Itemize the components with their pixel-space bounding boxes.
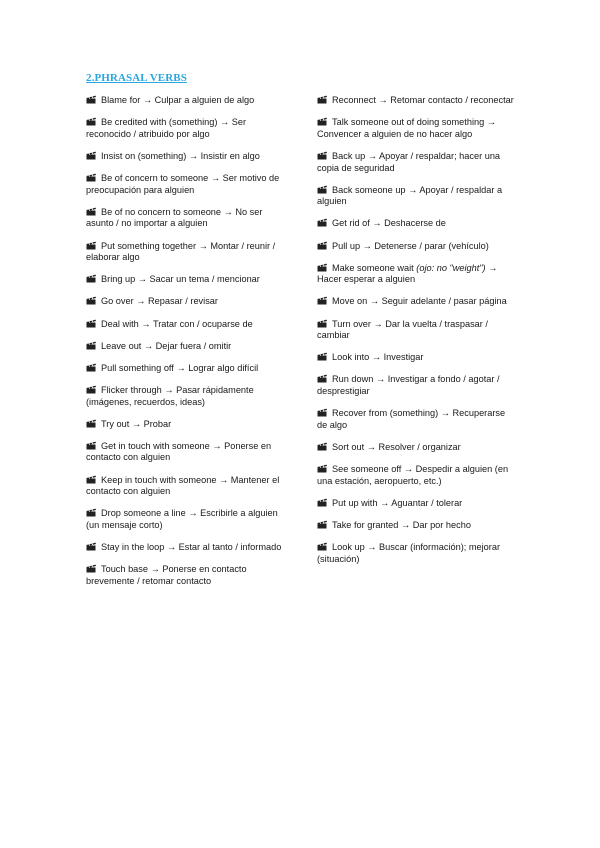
clapperboard-icon bbox=[86, 241, 97, 250]
arrow-icon: → bbox=[176, 362, 186, 373]
phrasal-verb-definition: Buscar (información); mejorar (situación) bbox=[317, 542, 501, 564]
clapperboard-icon bbox=[86, 117, 97, 126]
clapperboard-icon bbox=[86, 296, 97, 305]
arrow-icon: → bbox=[380, 497, 390, 508]
arrow-icon: → bbox=[488, 262, 498, 273]
phrasal-verb-definition: No ser asunto / no importar a alguien bbox=[86, 206, 263, 229]
phrasal-verb-entry bbox=[317, 319, 517, 342]
phrasal-verb-definition: Estar al tanto / informado bbox=[178, 542, 282, 553]
phrasal-verb-definition: Dar la vuelta / traspasar / cambiar bbox=[317, 318, 488, 341]
section-heading: 2.PHRASAL VERBS bbox=[86, 72, 187, 84]
phrasal-verb-entry bbox=[317, 95, 517, 107]
arrow-icon: → bbox=[188, 508, 198, 519]
arrow-icon: → bbox=[378, 95, 388, 105]
arrow-icon: → bbox=[220, 117, 230, 128]
clapperboard-icon bbox=[86, 542, 97, 551]
phrasal-verb-term: Look up bbox=[332, 542, 365, 553]
phrasal-verb-definition: Escribirle a alguien (un mensaje corto) bbox=[86, 508, 278, 531]
clapperboard-icon bbox=[317, 151, 328, 160]
clapperboard-icon bbox=[86, 173, 97, 182]
phrasal-verb-entry bbox=[317, 352, 517, 364]
phrasal-verb-term: Go over bbox=[101, 296, 134, 307]
phrasal-verb-term: Pull up bbox=[332, 240, 361, 251]
phrasal-verb-term: Flicker through bbox=[101, 384, 162, 395]
clapperboard-icon bbox=[86, 363, 97, 372]
phrasal-verb-entry bbox=[86, 363, 290, 375]
arrow-icon: → bbox=[223, 206, 233, 217]
phrasal-verb-entry bbox=[86, 241, 290, 264]
phrasal-verb-entry bbox=[317, 408, 517, 431]
phrasal-verb-entry bbox=[317, 464, 517, 487]
arrow-icon: → bbox=[141, 318, 151, 329]
clapperboard-icon bbox=[317, 95, 328, 104]
phrasal-verb-entry bbox=[317, 296, 517, 308]
phrasal-verb-definition: Resolver / organizar bbox=[378, 442, 461, 453]
clapperboard-icon bbox=[86, 207, 97, 216]
phrasal-verb-entry bbox=[86, 419, 290, 431]
arrow-icon: → bbox=[150, 564, 160, 575]
clapperboard-icon bbox=[317, 442, 328, 451]
arrow-icon: → bbox=[373, 318, 383, 329]
phrasal-verb-definition: Convencer a alguien de no hacer algo bbox=[317, 128, 473, 139]
phrasal-verb-definition: Recuperarse de algo bbox=[317, 408, 506, 430]
phrasal-verb-term: Touch base bbox=[101, 564, 148, 575]
phrasal-verb-term: Deal with bbox=[101, 318, 139, 329]
phrasal-verb-term: Put something together bbox=[101, 240, 196, 251]
phrasal-verb-term: Talk someone out of doing something bbox=[332, 117, 485, 128]
arrow-icon: → bbox=[367, 542, 377, 553]
clapperboard-icon bbox=[86, 95, 97, 104]
phrasal-verb-entry bbox=[317, 218, 517, 230]
phrasal-verb-term: Insist on (something) bbox=[101, 150, 187, 161]
arrow-icon: → bbox=[371, 352, 382, 363]
phrasal-verb-definition: Hacer esperar a alguien bbox=[317, 274, 416, 285]
arrow-icon: → bbox=[219, 474, 229, 485]
clapperboard-icon bbox=[86, 508, 97, 517]
arrow-icon: → bbox=[440, 408, 450, 419]
phrasal-verb-entry bbox=[86, 542, 290, 554]
phrasal-verb-term: Take for granted bbox=[332, 520, 399, 531]
phrasal-verb-definition: Apoyar / respaldar a alguien bbox=[317, 184, 503, 207]
phrasal-verb-entry bbox=[86, 173, 290, 196]
phrasal-verb-term: Make someone wait bbox=[332, 262, 414, 273]
phrasal-verb-definition: Deshacerse de bbox=[384, 218, 446, 229]
phrasal-verb-entry bbox=[86, 296, 290, 308]
arrow-icon: → bbox=[369, 296, 379, 307]
arrow-icon: → bbox=[367, 150, 377, 161]
phrasal-verb-entry bbox=[317, 520, 517, 532]
phrasal-verb-term: Be credited with (something) bbox=[101, 117, 218, 128]
arrow-icon: → bbox=[210, 172, 221, 183]
phrasal-verb-entry bbox=[317, 151, 517, 174]
clapperboard-icon bbox=[86, 341, 97, 350]
clapperboard-icon bbox=[317, 542, 328, 551]
clapperboard-icon bbox=[317, 117, 328, 126]
clapperboard-icon bbox=[317, 374, 328, 383]
clapperboard-icon bbox=[86, 274, 97, 283]
phrasal-verb-term: See someone off bbox=[332, 464, 402, 475]
phrasal-verb-term: Move on bbox=[332, 296, 368, 307]
phrasal-verb-term: Leave out bbox=[101, 340, 142, 351]
phrasal-verb-term: Be of concern to someone bbox=[101, 172, 209, 183]
phrasal-verb-term: Run down bbox=[332, 374, 374, 385]
phrasal-verb-term: Get in touch with someone bbox=[101, 440, 210, 451]
arrow-icon: → bbox=[372, 218, 382, 229]
phrasal-verb-definition: Dar por hecho bbox=[412, 520, 471, 531]
arrow-icon: → bbox=[166, 542, 177, 553]
phrasal-verb-term: Be of no concern to someone bbox=[101, 206, 222, 217]
left-column bbox=[86, 95, 290, 598]
clapperboard-icon bbox=[86, 475, 97, 484]
phrasal-verb-definition: Culpar a alguien de algo bbox=[154, 95, 255, 105]
clapperboard-icon bbox=[317, 218, 328, 227]
clapperboard-icon bbox=[317, 296, 328, 305]
phrasal-verb-entry bbox=[86, 475, 290, 498]
arrow-icon: → bbox=[212, 440, 222, 451]
arrow-icon: → bbox=[136, 296, 146, 307]
phrasal-verb-definition: Insistir en algo bbox=[200, 150, 260, 161]
clapperboard-icon bbox=[86, 385, 97, 394]
phrasal-verb-term: Put up with bbox=[332, 497, 378, 508]
arrow-icon: → bbox=[143, 340, 154, 351]
clapperboard-icon bbox=[317, 185, 328, 194]
phrasal-verb-note: (ojo: no "weight") bbox=[416, 262, 486, 273]
phrasal-verb-term: Back someone up bbox=[332, 184, 406, 195]
phrasal-verb-entry bbox=[317, 117, 517, 140]
clapperboard-icon bbox=[317, 319, 328, 328]
phrasal-verb-definition: Aguantar / tolerar bbox=[391, 497, 463, 508]
arrow-icon: → bbox=[375, 374, 386, 385]
phrasal-verb-entry bbox=[317, 374, 517, 397]
phrasal-verb-entry bbox=[86, 508, 290, 531]
arrow-icon: → bbox=[188, 150, 199, 161]
arrow-icon: → bbox=[142, 95, 153, 105]
clapperboard-icon bbox=[317, 241, 328, 250]
phrasal-verb-definition: Repasar / revisar bbox=[148, 296, 218, 307]
phrasal-verb-entry bbox=[86, 441, 290, 464]
phrasal-verb-definition: Ser motivo de preocupación para alguien bbox=[86, 172, 280, 195]
phrasal-verb-entry bbox=[86, 341, 290, 353]
phrasal-verb-entry bbox=[86, 274, 290, 286]
phrasal-verb-definition: Ponerse en contacto con alguien bbox=[86, 440, 272, 463]
clapperboard-icon bbox=[317, 263, 328, 272]
clapperboard-icon bbox=[86, 441, 97, 450]
phrasal-verb-term: Bring up bbox=[101, 274, 136, 285]
arrow-icon: → bbox=[400, 520, 411, 531]
arrow-icon: → bbox=[486, 117, 496, 128]
phrasal-verb-entry bbox=[86, 319, 290, 331]
phrasal-verb-entry bbox=[86, 207, 290, 230]
clapperboard-icon bbox=[317, 520, 328, 529]
clapperboard-icon bbox=[86, 419, 97, 428]
phrasal-verb-definition: Montar / reunir / elaborar algo bbox=[86, 240, 276, 263]
phrasal-verb-definition: Investigar a fondo / agotar / desprestigiar bbox=[317, 374, 500, 397]
phrasal-verb-term: Try out bbox=[101, 418, 130, 429]
phrasal-verb-term: Look into bbox=[332, 352, 370, 363]
phrasal-verb-entry bbox=[317, 498, 517, 510]
phrasal-verb-definition: Dejar fuera / omitir bbox=[155, 340, 232, 351]
phrasal-verb-term: Get rid of bbox=[332, 218, 370, 229]
arrow-icon: → bbox=[408, 184, 418, 195]
phrasal-verb-entry bbox=[86, 385, 290, 408]
clapperboard-icon bbox=[86, 564, 97, 573]
clapperboard-icon bbox=[86, 151, 97, 160]
arrow-icon: → bbox=[131, 418, 141, 429]
arrow-icon: → bbox=[198, 240, 208, 251]
phrasal-verb-term: Blame for bbox=[101, 95, 141, 105]
phrasal-verb-definition: Seguir adelante / pasar página bbox=[381, 296, 507, 307]
phrasal-verb-definition: Ser reconocido / atribuido por algo bbox=[86, 117, 247, 139]
phrasal-verb-term: Reconnect bbox=[332, 95, 376, 105]
phrasal-verb-definition: Mantener el contacto con alguien bbox=[86, 474, 280, 497]
clapperboard-icon bbox=[86, 319, 97, 328]
phrasal-verb-term: Stay in the loop bbox=[101, 542, 165, 553]
phrasal-verb-entry bbox=[317, 241, 517, 253]
phrasal-verb-definition: Lograr algo difícil bbox=[188, 362, 259, 373]
phrasal-verb-entry bbox=[317, 185, 517, 208]
phrasal-verb-term: Turn over bbox=[332, 318, 371, 329]
clapperboard-icon bbox=[317, 498, 328, 507]
phrasal-verb-definition: Apoyar / respaldar; hacer una copia de seguridad bbox=[317, 150, 501, 173]
phrasal-verb-definition: Despedir a alguien (en una estación, aeropuerto, etc.) bbox=[317, 464, 509, 486]
phrasal-verb-definition: Investigar bbox=[383, 352, 424, 363]
phrasal-verb-term: Keep in touch with someone bbox=[101, 474, 217, 485]
phrasal-verb-definition: Pasar rápidamente (imágenes, recuerdos, ideas) bbox=[86, 384, 254, 407]
phrasal-verb-entry bbox=[317, 263, 517, 286]
phrasal-verb-definition: Ponerse en contacto brevemente / retomar contacto bbox=[86, 564, 247, 586]
phrasal-verb-definition: Tratar con / ocuparse de bbox=[152, 318, 253, 329]
phrasal-verb-definition: Detenerse / parar (vehículo) bbox=[374, 240, 489, 251]
phrasal-verb-entry bbox=[86, 151, 290, 163]
clapperboard-icon bbox=[317, 408, 328, 417]
arrow-icon: → bbox=[366, 442, 376, 453]
phrasal-verb-term: Sort out bbox=[332, 442, 365, 453]
phrasal-verb-definition: Probar bbox=[143, 418, 172, 429]
clapperboard-icon bbox=[317, 352, 328, 361]
phrasal-verb-term: Recover from (something) bbox=[332, 408, 439, 419]
phrasal-verb-definition: Retomar contacto / reconectar bbox=[390, 95, 514, 105]
arrow-icon: → bbox=[362, 240, 372, 251]
phrasal-verb-term: Back up bbox=[332, 150, 366, 161]
arrow-icon: → bbox=[164, 384, 174, 395]
phrasal-verb-entry bbox=[86, 95, 290, 107]
phrasal-verb-entry bbox=[317, 542, 517, 565]
phrasal-verb-entry bbox=[317, 442, 517, 454]
phrasal-verb-definition: Sacar un tema / mencionar bbox=[149, 274, 260, 285]
phrasal-verb-term: Pull something off bbox=[101, 362, 174, 373]
phrasal-verb-entry bbox=[86, 564, 290, 587]
phrasal-verb-term: Drop someone a line bbox=[101, 508, 186, 519]
arrow-icon: → bbox=[403, 464, 414, 475]
arrow-icon: → bbox=[137, 274, 147, 285]
phrasal-verb-entry bbox=[86, 117, 290, 140]
clapperboard-icon bbox=[317, 464, 328, 473]
right-column bbox=[317, 95, 517, 576]
